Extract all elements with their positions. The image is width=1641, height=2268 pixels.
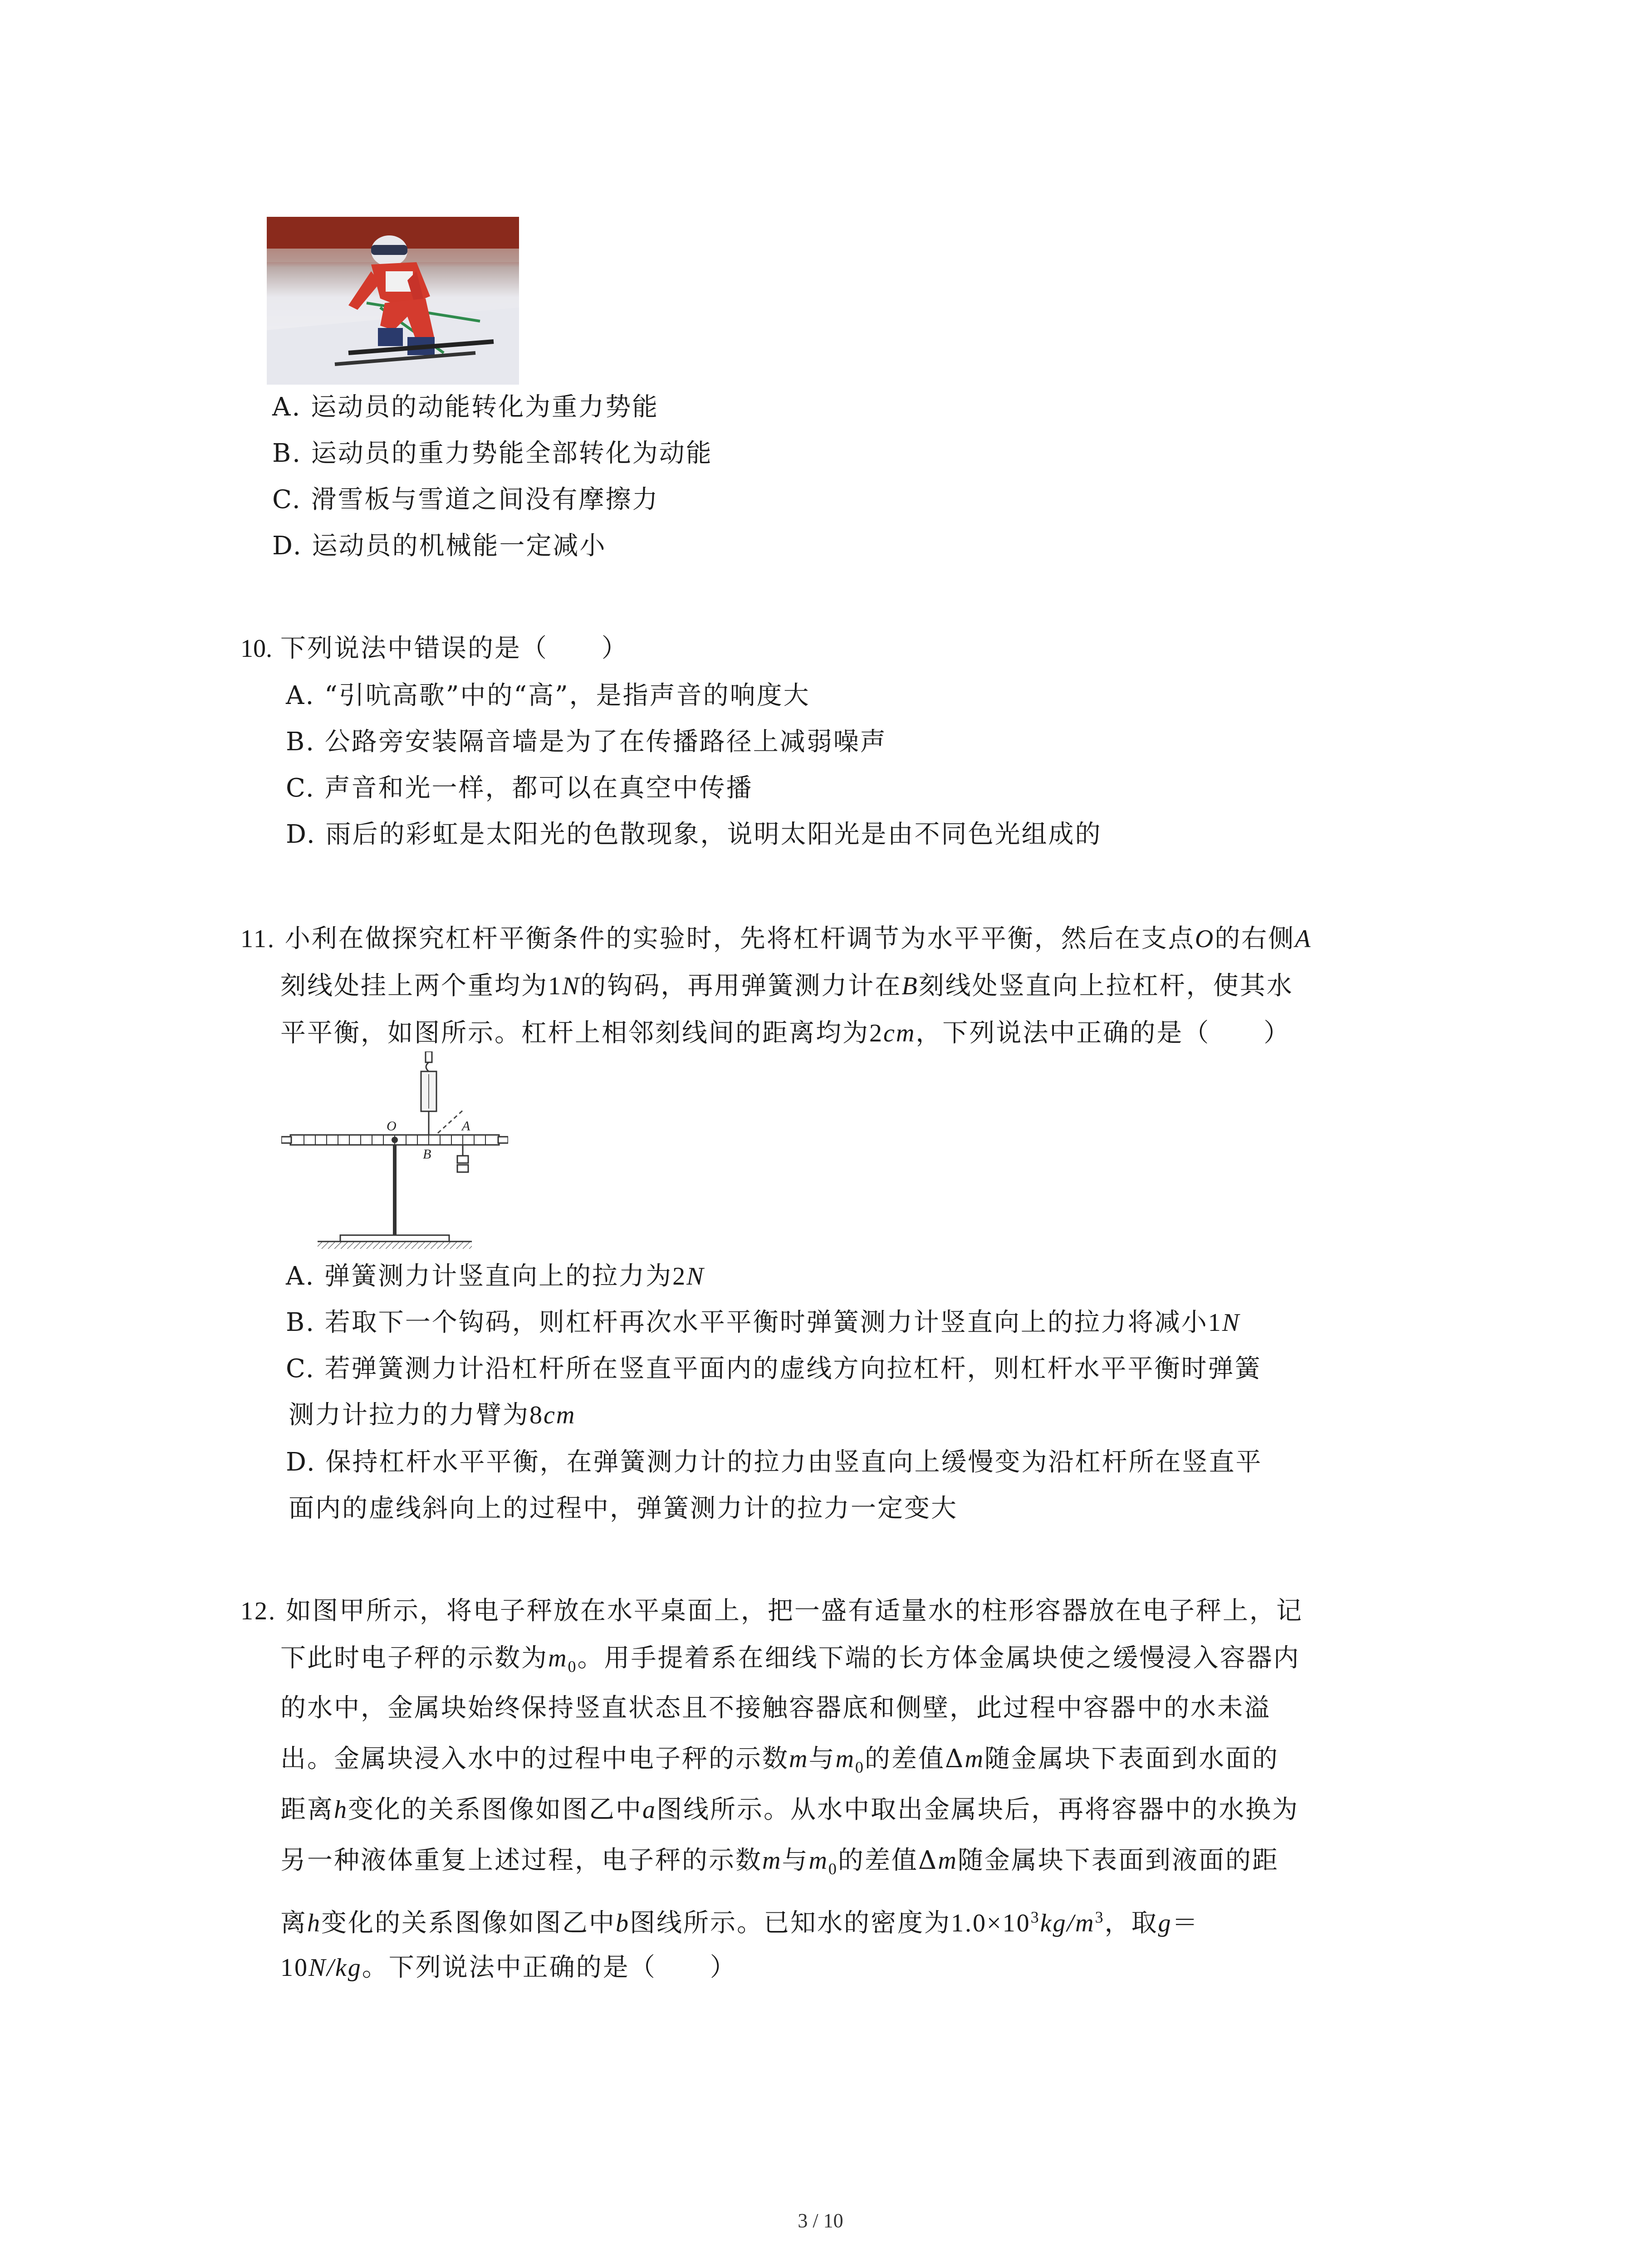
text-run: 图线所示。已知水的密度为 xyxy=(630,1908,951,1938)
option-text: 运动员的机械能一定减小 xyxy=(312,531,607,561)
q11-option-c-line-2 xyxy=(289,1397,576,1433)
option-letter: A. xyxy=(286,1261,315,1291)
number: 8 xyxy=(529,1401,544,1429)
number: 2 xyxy=(672,1262,687,1290)
q10-option-c xyxy=(286,770,753,807)
text-run: 如图甲所示，将电子秤放在水平桌面上，把一盛有适量水的柱形容器放在电子秤上，记 xyxy=(285,1596,1303,1626)
text-run: 变化的关系图像如图乙中 xyxy=(348,1795,642,1824)
text-run: 与 xyxy=(782,1846,809,1875)
number: 2 xyxy=(869,1019,883,1047)
text-run: 出。金属块浸入水中的过程中电子秤的示数 xyxy=(280,1744,789,1774)
math-unit: N xyxy=(686,1262,705,1290)
option-letter: B. xyxy=(272,439,302,468)
option-letter: A. xyxy=(286,681,315,710)
text-run: 下此时电子秤的示数为 xyxy=(280,1643,548,1673)
text-run: 距离 xyxy=(280,1795,334,1824)
q12-line-8 xyxy=(280,1950,737,1986)
option-letter: C. xyxy=(286,773,315,803)
option-text: 若取下一个钩码，则杠杆再次水平平衡时弹簧测力计竖直向上的拉力将减小 xyxy=(324,1308,1208,1337)
option-letter: D. xyxy=(286,1447,316,1477)
q12-line-6 xyxy=(280,1843,1279,1879)
q9-option-a xyxy=(272,389,659,425)
label-a: A xyxy=(462,1119,470,1134)
math-unit: cm xyxy=(544,1401,576,1429)
math-var: a xyxy=(642,1796,656,1824)
option-letter: B. xyxy=(286,1308,315,1337)
number: 1 xyxy=(548,972,562,1000)
text-run: 图线所示。从水中取出金属块后，再将容器中的水换为 xyxy=(656,1795,1299,1824)
text-run: 的钩码，再用弹簧测力计在 xyxy=(580,971,902,1001)
option-text: 弹簧测力计竖直向上的拉力为 xyxy=(324,1261,673,1291)
option-text: “引吭高歌”中的“高”，是指声音的响度大 xyxy=(324,681,810,710)
skier-illustration xyxy=(267,217,519,385)
q11-option-c-line-1 xyxy=(286,1351,1261,1387)
math-var: B xyxy=(901,972,919,1000)
option-letter: A. xyxy=(272,392,302,422)
option-text: 雨后的彩虹是太阳光的色散现象，说明太阳光是由不同色光组成的 xyxy=(325,820,1102,849)
q11-option-a xyxy=(286,1258,705,1295)
subscript: 0 xyxy=(855,1758,865,1777)
q9-option-d xyxy=(272,528,607,564)
option-text: 面内的虚线斜向上的过程中，弹簧测力计的拉力一定变大 xyxy=(289,1494,958,1523)
label-b: B xyxy=(423,1147,431,1162)
math-var: A xyxy=(1295,925,1312,953)
q11-option-d-line-2 xyxy=(289,1491,958,1527)
math-var: b xyxy=(616,1909,630,1937)
q10-option-d xyxy=(286,816,1102,853)
q11-option-d-line-1 xyxy=(286,1444,1263,1481)
q11-stem-line-2 xyxy=(280,968,1293,1004)
q12-line-1 xyxy=(240,1593,1303,1629)
number: 1.0×10 xyxy=(951,1909,1031,1937)
math-unit: cm xyxy=(883,1019,916,1047)
text-run: 的右侧 xyxy=(1215,924,1295,953)
subscript: 0 xyxy=(568,1657,578,1676)
math-var: m xyxy=(548,1644,568,1672)
math-unit: N xyxy=(1222,1309,1241,1337)
option-letter: C. xyxy=(272,485,302,514)
math-var: m xyxy=(835,1745,855,1773)
text-run: 。用手提着系在细线下端的长方体金属块使之缓慢浸入容器内 xyxy=(577,1643,1300,1673)
question-number: 12. xyxy=(240,1597,276,1625)
option-letter: B. xyxy=(286,727,315,757)
option-text: 公路旁安装隔音墙是为了在传播路径上减弱噪声 xyxy=(324,727,887,757)
q12-line-4 xyxy=(280,1741,1279,1777)
text-run: 与 xyxy=(808,1744,836,1774)
math-var: m xyxy=(762,1847,782,1875)
q11-stem-line-1 xyxy=(240,921,1312,957)
q11-stem-line-3 xyxy=(280,1015,1290,1051)
text-run: 的差值Δ xyxy=(838,1846,938,1875)
math-var: O xyxy=(1195,925,1215,953)
text-run: 的水中，金属块始终保持竖直状态且不接触容器底和侧壁，此过程中容器中的水未溢 xyxy=(280,1693,1271,1723)
math-var: m xyxy=(938,1847,958,1875)
superscript: 3 xyxy=(1095,1908,1105,1926)
math-var: h xyxy=(334,1796,348,1824)
q10-stem xyxy=(240,631,628,667)
math-var: g xyxy=(1158,1909,1172,1937)
text-run: ，取 xyxy=(1104,1908,1158,1938)
lever-figure xyxy=(281,1051,508,1251)
text-run: 刻线处挂上两个重均为 xyxy=(280,971,548,1001)
q12-line-5 xyxy=(280,1792,1299,1828)
page-number: 3 / 10 xyxy=(798,2209,843,2232)
number: 10 xyxy=(280,1954,309,1982)
math-var: m xyxy=(789,1745,809,1773)
option-text: 运动员的动能转化为重力势能 xyxy=(311,392,659,422)
option-text: 运动员的重力势能全部转化为动能 xyxy=(311,439,713,468)
math-var: m xyxy=(808,1847,828,1875)
q11-option-b xyxy=(286,1305,1240,1341)
option-text: 测力计拉力的力臂为 xyxy=(289,1400,529,1430)
text-run: ＝ xyxy=(1172,1908,1199,1938)
option-text: 若弹簧测力计沿杠杆所在竖直平面内的虚线方向拉杠杆，则杠杆水平平衡时弹簧 xyxy=(324,1354,1262,1383)
math-var: h xyxy=(307,1909,321,1937)
q9-option-c xyxy=(272,482,659,518)
option-text: 保持杠杆水平平衡，在弹簧测力计的拉力由竖直向上缓慢变为沿杠杆所在竖直平 xyxy=(325,1447,1263,1477)
option-text: 滑雪板与雪道之间没有摩擦力 xyxy=(311,485,659,514)
question-number: 11. xyxy=(240,925,275,953)
skier-photo xyxy=(267,217,519,385)
math-unit: kg/m xyxy=(1040,1909,1095,1937)
lever-diagram xyxy=(281,1051,508,1251)
text-run: 变化的关系图像如图乙中 xyxy=(321,1908,616,1938)
q12-line-2 xyxy=(280,1640,1300,1677)
option-letter: C. xyxy=(286,1354,315,1383)
q12-line-7 xyxy=(280,1905,1199,1941)
text-run: 。下列说法中正确的是（ ） xyxy=(362,1953,737,1982)
option-text: 声音和光一样，都可以在真空中传播 xyxy=(324,773,753,803)
text-run: 随金属块下表面到液面的距 xyxy=(957,1846,1279,1875)
question-text: 下列说法中错误的是（ ） xyxy=(280,634,628,663)
math-var: m xyxy=(965,1745,985,1773)
text-run: 平平衡，如图所示。杠杆上相邻刻线间的距离均为 xyxy=(280,1018,869,1048)
option-letter: D. xyxy=(286,820,316,849)
q10-option-b xyxy=(286,724,887,760)
q12-line-3 xyxy=(280,1690,1271,1726)
text-run: 另一种液体重复上述过程，电子秤的示数 xyxy=(280,1846,762,1875)
text-run: 的差值Δ xyxy=(864,1744,965,1774)
text-run: 刻线处竖直向上拉杠杆，使其水 xyxy=(918,971,1293,1001)
text-run: 离 xyxy=(280,1908,307,1938)
option-letter: D. xyxy=(272,531,303,561)
text-run: 随金属块下表面到水面的 xyxy=(984,1744,1279,1774)
question-number: 10. xyxy=(240,635,272,663)
math-unit: N xyxy=(562,972,581,1000)
math-unit: N/kg xyxy=(309,1954,362,1982)
text-run: ，下列说法中正确的是（ ） xyxy=(916,1018,1291,1048)
number: 1 xyxy=(1208,1309,1222,1337)
text-run: 小利在做探究杠杆平衡条件的实验时，先将杠杆调节为水平平衡，然后在支点 xyxy=(284,924,1195,953)
label-o: O xyxy=(387,1119,397,1134)
subscript: 0 xyxy=(828,1860,838,1878)
q10-option-a xyxy=(286,678,810,714)
superscript: 3 xyxy=(1030,1908,1040,1926)
q9-option-b xyxy=(272,435,713,472)
